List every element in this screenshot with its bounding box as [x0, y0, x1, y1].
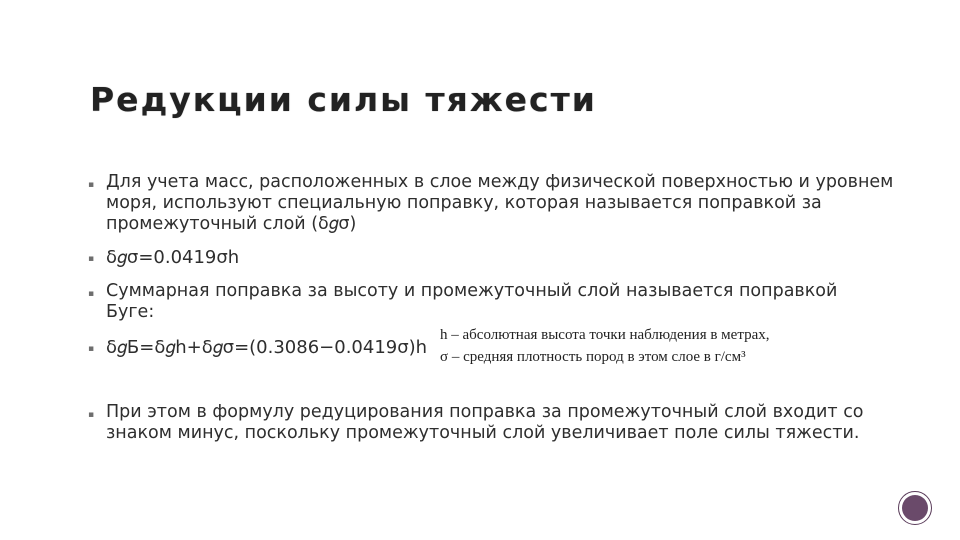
paragraph-line: При этом в формулу редуцирования поправка за промежуточный слой входит со — [106, 402, 864, 422]
page-badge-icon — [898, 491, 932, 525]
bullet-icon: ▪ — [88, 180, 95, 190]
paragraph-line: Для учета масс, расположенных в слое между физической поверхностью и уровнем — [106, 172, 894, 192]
paragraph-line: Суммарная поправка за высоту и промежуточный слой называется поправкой — [106, 281, 838, 301]
legend-line-h: h – абсолютная высота точки наблюдения в метрах, — [440, 327, 770, 343]
paragraph-line: промежуточный слой (δ𝑔σ) — [106, 214, 357, 234]
paragraph-line: моря, используют специальную поправку, которая называется поправкой за — [106, 193, 822, 213]
paragraph-intermediate-layer — [106, 172, 893, 235]
formula-layer-correction: δ𝑔σ=0.0419σh — [106, 247, 240, 268]
page-badge-inner-icon — [902, 495, 928, 521]
legend-line-sigma: σ – средняя плотность пород в этом слое в г/см³ — [440, 349, 746, 365]
formula-bouguer-correction: δ𝑔Б=δ𝑔h+δ𝑔σ=(0.3086−0.0419σ)h — [106, 337, 428, 358]
paragraph-sign — [106, 402, 864, 444]
bullet-icon: ▪ — [88, 410, 95, 420]
bullet-icon: ▪ — [88, 344, 95, 354]
bullet-icon: ▪ — [88, 289, 95, 299]
paragraph-line: Буге: — [106, 302, 155, 322]
bullet-icon: ▪ — [88, 254, 95, 264]
slide-title: Редукции силы тяжести — [90, 80, 597, 119]
paragraph-bouguer — [106, 281, 837, 323]
paragraph-line: знаком минус, поскольку промежуточный слой увеличивает поле силы тяжести. — [106, 423, 860, 443]
variable-legend — [440, 324, 769, 368]
